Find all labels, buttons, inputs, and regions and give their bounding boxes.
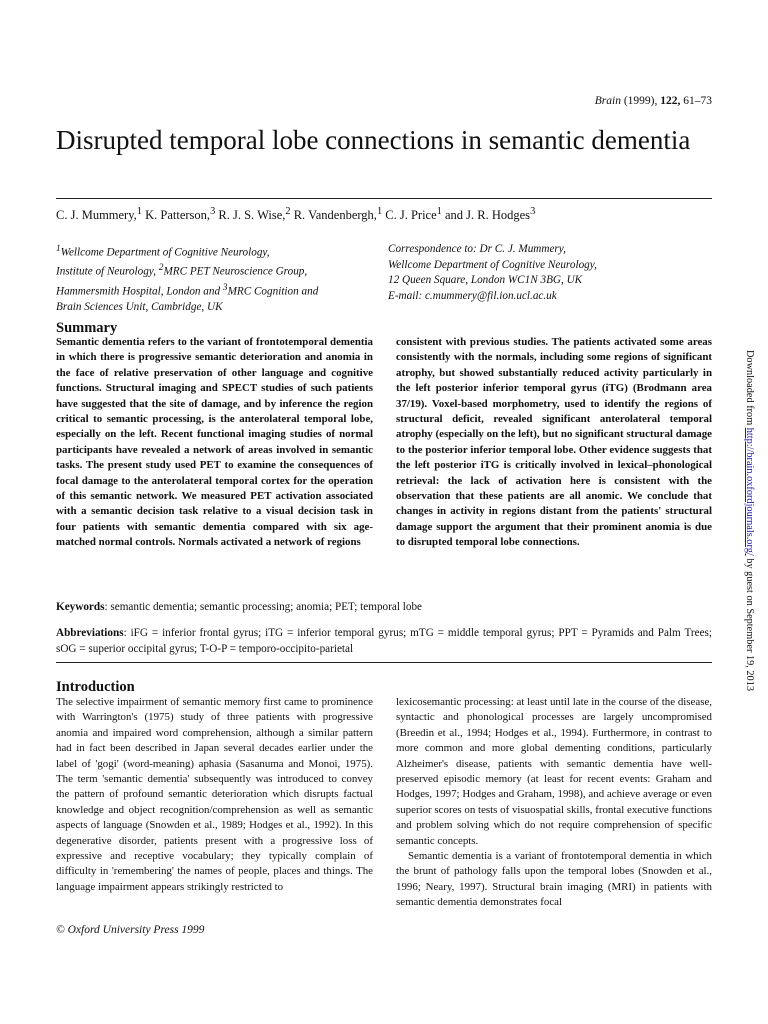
- author-name: C. J. Mummery,: [56, 208, 137, 223]
- author-list: [56, 206, 535, 223]
- author-affiliation-mark: 3: [210, 206, 216, 217]
- abbreviations-text: : iFG = inferior frontal gyrus; iTG = inferior temporal gyrus; mTG = middle temporal gyrus; PPT = Pyramids and Palm Trees; sOG = superior occipital gyrus; T-O-P = temporo-occipito-parietal: [56, 627, 712, 655]
- title-rule: [56, 198, 712, 199]
- abbreviations-label: Abbreviations: [56, 627, 124, 639]
- author-affiliation-mark: 1: [436, 206, 442, 217]
- author-affiliation-mark: 2: [285, 206, 291, 217]
- summary-heading: Summary: [56, 320, 118, 336]
- journal-site-link[interactable]: http://brain.oxfordjournals.org/: [744, 427, 755, 556]
- introduction-text-right: [396, 695, 712, 911]
- correspondence-line: Wellcome Department of Cognitive Neurology,: [388, 258, 597, 271]
- download-notice-text: Downloaded from http://brain.oxfordjournals.org/ by guest on September 19, 2013: [744, 350, 755, 691]
- keywords-label: Keywords: [56, 601, 105, 613]
- paragraph: The selective impairment of semantic memory first came to prominence with Warrington's (1975) study of three patients with progressive anomia and impaired word comprehension, although a similar pattern had in fact been described in Japan several decades earlier under the label of 'gogi' (word-meaning) aphasia (Sasanuma and Monoi, 1975). The term 'semantic dementia' subsequently was introduced to convey the pattern of profound semantic deterioration which disrupts factual knowledge and object recognition/comprehension as well as semantic aspects of language (Snowden et al., 1989; Hodges et al., 1992). In this degenerative disorder, patients present with a progressive loss of expressive and receptive vocabulary; they typically complain of difficulty in 'remembering' the names of people, places and things. The language impairment appears strikingly restricted to: [56, 696, 373, 893]
- affiliation-line: Brain Sciences Unit, Cambridge, UK: [56, 300, 223, 313]
- section-rule: [56, 662, 712, 663]
- journal-year: (1999),: [620, 95, 661, 107]
- affiliation-line: Hammersmith Hospital, London and $^3$MRC Cognition and: [56, 282, 319, 298]
- keywords-text: : semantic dementia; semantic processing; anomia; PET; temporal lobe: [104, 601, 422, 613]
- correspondence-line: 12 Queen Square, London WC1N 3BG, UK: [388, 274, 583, 287]
- download-notice-sidebar: [743, 350, 755, 691]
- correspondence-line: Correspondence to: Dr C. J. Mummery,: [388, 243, 566, 255]
- summary-text-right: consistent with previous studies. The patients activated some areas consistently with the normals, including some regions of significant atrophy, but showed substantially reduced activity particularly in the left posterior inferior temporal gyrus (iTG) (Brodmann area 37/19). Voxel-based morphometry, used to identify the regions of structural deficit, revealed significant anterolateral temporal atrophy (especially on the left), but no significant structural damage to the posterior inferior temporal lobe. Other evidence suggests that the left posterior iTG is critically involved in lexical–phonological retrieval: the lack of activation here is consistent with the observation that these patients are all anomic. We conclude that changes in activity in regions distant from the patients' structural damage support the argument that their prominent anomia is due to disrupted temporal lobe connections.: [396, 336, 712, 549]
- journal-volume: 122,: [660, 95, 681, 107]
- paragraph: lexicosemantic processing: at least until late in the course of the disease, syntactic and phonological processes are largely uncompromised (Breedin et al., 1994; Hodges et al., 1994). Furthermore, in contrast to more common and more global dementing conditions, particularly Alzheimer's disease, patients with semantic dementia have well-preserved episodic memory (at least for recent events: Graham and Hodges, 1997; Hodges and Graham, 1998), and achieve average or even superior scores on tests of visuospatial skills, frontal executive functions and problem solving which do not require comprehension of specific semantic concepts.: [396, 696, 712, 847]
- affiliation-line: Institute of Neurology, $^2$MRC PET Neuroscience Group,: [56, 263, 308, 279]
- abbreviations: [56, 626, 712, 657]
- affiliation-line: $^1$Wellcome Department of Cognitive Neurology,: [56, 244, 270, 259]
- journal-name: Brain: [594, 95, 621, 107]
- introduction-heading: Introduction: [56, 679, 135, 695]
- correspondence: [388, 242, 718, 304]
- author-name: C. J. Price: [382, 208, 437, 223]
- paper-title: Disrupted temporal lobe connections in semantic dementia: [56, 125, 691, 155]
- author-name: R. J. S. Wise,: [215, 208, 286, 223]
- summary-text-left: Semantic dementia refers to the variant of frontotemporal dementia in which there is progressive semantic deterioration and anomia in the face of relative preservation of other language and cognitive functions. Structural imaging and SPECT studies of such patients have suggested that the site of damage, and by inference the region critical to semantic processing, is the anterolateral temporal lobe, especially on the left. Recent functional imaging studies of normal participants have revealed a network of areas involved in semantic tasks. The present study used PET to examine the consequences of focal damage to the anterolateral temporal cortex for the operation of this semantic network. We measured PET activation associated with a semantic decision task relative to a visual decision task in four patients with semantic dementia compared with six age-matched normal controls. Normals activated a network of regions: [56, 336, 373, 549]
- author-name: K. Patterson,: [142, 208, 211, 223]
- correspondence-email: E-mail: c.mummery@fil.ion.ucl.ac.uk: [388, 289, 557, 302]
- copyright-notice: © Oxford University Press 1999: [56, 924, 205, 936]
- introduction-text-left: [56, 695, 373, 895]
- author-name: and J. R. Hodges: [441, 208, 531, 223]
- journal-citation: [595, 95, 712, 107]
- author-affiliation-mark: 1: [136, 206, 142, 217]
- journal-pages: 61–73: [680, 95, 712, 107]
- author-name: R. Vandenbergh,: [290, 208, 377, 223]
- keywords: [56, 601, 712, 613]
- paragraph: Semantic dementia is a variant of frontotemporal dementia in which the brunt of pathology falls upon the temporal lobes (Snowden et al., 1996; Neary, 1997). Structural brain imaging (MRI) in patients with semantic dementia demonstrates focal: [396, 850, 712, 909]
- author-affiliation-mark: 1: [376, 206, 383, 217]
- affiliations: [56, 242, 376, 316]
- author-affiliation-mark: 3: [530, 206, 536, 217]
